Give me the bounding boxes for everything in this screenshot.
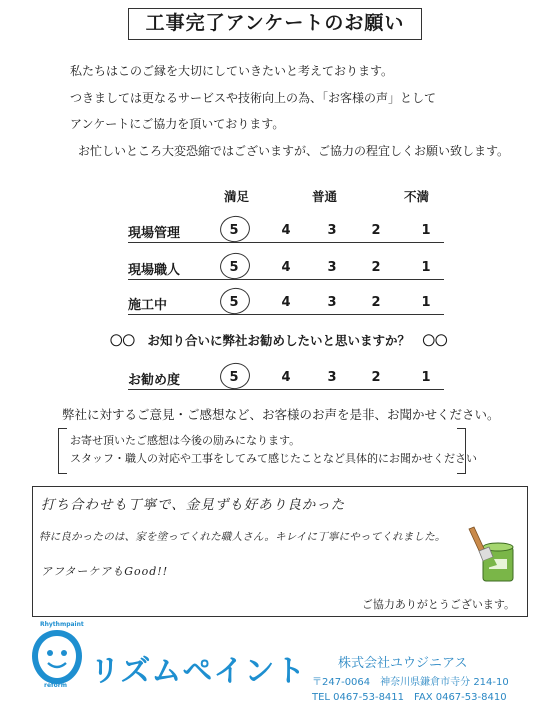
score-1[interactable]: 1 (421, 223, 431, 238)
page-title: 工事完了アンケートのお願い (128, 8, 422, 40)
scale-header-high: 満足 (224, 189, 250, 204)
paint-can-icon (463, 525, 525, 587)
score-2[interactable]: 2 (371, 260, 381, 275)
thanks-note: ご協力ありがとうございます。 (361, 598, 515, 611)
score-5[interactable]: 5 (229, 260, 239, 275)
rating-label: お勧め度 (128, 373, 181, 388)
score-5[interactable]: 5 (229, 223, 239, 238)
intro-text (70, 58, 509, 164)
recommend-question: 〇〇 お知り合いに弊社お勧めしたいと思いますか？ 〇〇 (110, 333, 448, 348)
rating-label: 現場職人 (128, 263, 181, 278)
score-2[interactable]: 2 (371, 370, 381, 385)
score-5[interactable]: 5 (229, 370, 239, 385)
score-4[interactable]: 4 (281, 260, 291, 275)
scale-header-mid: 普通 (312, 189, 338, 204)
logo-text-top: Rhythmpaint (40, 621, 84, 628)
comment-box[interactable] (32, 486, 528, 617)
score-1[interactable]: 1 (421, 370, 431, 385)
voice-prompt: 弊社に対するご意見・ご感想など、お客様のお声を是非、お聞かせください。 (62, 407, 500, 422)
handwritten-line: アフターケアもGood!! (41, 565, 169, 578)
logo-text-bottom: reform (44, 682, 67, 689)
rating-label: 現場管理 (128, 226, 181, 241)
score-4[interactable]: 4 (281, 295, 291, 310)
comment-guidance (58, 428, 477, 474)
intro-line: アンケートにご協力を頂いております。 (70, 117, 285, 131)
rating-label: 施工中 (128, 298, 168, 313)
handwritten-line: 打ち合わせも丁寧で、金見ずも好あり良かった (41, 497, 346, 513)
rating-row-recommend (128, 369, 444, 390)
brand-name: リズムペイント (90, 654, 307, 689)
rating-row-during-construction (128, 294, 444, 315)
score-5[interactable]: 5 (229, 295, 239, 310)
brand-logo-icon (28, 626, 86, 688)
score-1[interactable]: 1 (421, 260, 431, 275)
guidance-line: お寄せ頂いたご感想は今後の励みになります。 (70, 434, 301, 447)
score-4[interactable]: 4 (281, 370, 291, 385)
rating-row-craftsmen (128, 259, 444, 280)
score-3[interactable]: 3 (327, 260, 337, 275)
guidance-line: スタッフ・職人の対応や工事をしてみて感じたことなど具体的にお聞かせください (70, 452, 477, 465)
company-phone: TEL 0467-53-8411 FAX 0467-53-8410 (312, 692, 507, 703)
score-4[interactable]: 4 (281, 223, 291, 238)
intro-line: つきましては更なるサービスや技術向上の為、「お客様の声」として (70, 90, 437, 105)
scale-header-low: 不満 (404, 189, 430, 204)
score-3[interactable]: 3 (327, 223, 337, 238)
score-2[interactable]: 2 (371, 223, 381, 238)
bracket-left (58, 428, 67, 474)
rating-row-site-management (128, 222, 444, 243)
handwritten-line: 特に良かったのは、家を塗ってくれた職人さん。キレイに丁寧にやってくれました。 (39, 531, 446, 543)
score-3[interactable]: 3 (327, 295, 337, 310)
company-address: 〒247-0064 神奈川県鎌倉市寺分 214-10 (312, 677, 509, 688)
score-2[interactable]: 2 (371, 295, 381, 310)
score-3[interactable]: 3 (327, 370, 337, 385)
company-name: 株式会社ユウジニアス (338, 656, 468, 671)
intro-line: 私たちはこのご縁を大切にしていきたいと考えております。 (70, 64, 394, 78)
intro-line: お忙しいところ大変恐縮ではございますが、ご協力の程宜しくお願い致します。 (78, 143, 510, 158)
score-1[interactable]: 1 (421, 295, 431, 310)
